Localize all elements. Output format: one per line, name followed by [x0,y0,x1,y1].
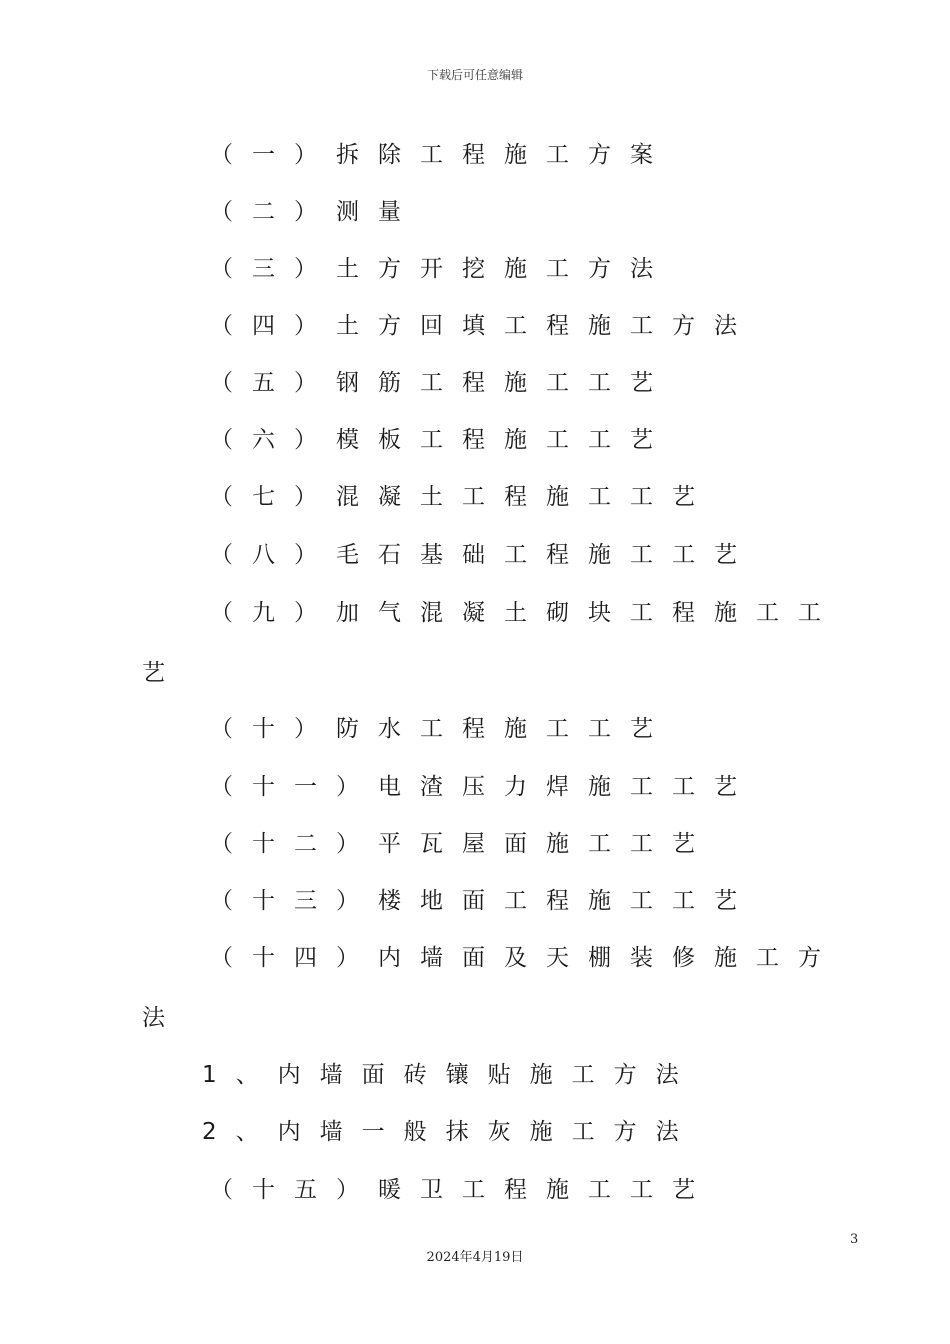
toc-line-14-continued: 法 [142,1005,184,1031]
page-header: 下载后可任意编辑 [426,68,523,82]
toc-line-7: （七）混凝土工程施工工艺 [210,484,714,510]
toc-line-12: （十二）平瓦屋面施工工艺 [210,831,714,857]
page-number: 3 [850,1232,859,1247]
toc-subline-1: 1、内墙面砖镶贴施工方法 [202,1062,698,1088]
toc-line-8: （八）毛石基础工程施工工艺 [210,542,756,568]
toc-line-9-continued: 艺 [142,660,184,686]
toc-line-2: （二）测量 [210,199,420,225]
page-footer-date: 2024年4月19日 [426,1250,524,1265]
toc-line-5: （五）钢筋工程施工工艺 [210,370,672,396]
toc-line-10: （十）防水工程施工工艺 [210,716,672,742]
toc-line-3: （三）土方开挖施工方法 [210,256,672,282]
toc-line-15: （十五）暖卫工程施工工艺 [210,1177,714,1203]
toc-line-11: （十一）电渣压力焊施工工艺 [210,774,756,800]
toc-line-14: （十四）内墙面及天棚装修施工方 [210,945,840,971]
toc-line-1: （一）拆除工程施工方案 [210,142,672,168]
toc-line-13: （十三）楼地面工程施工工艺 [210,888,756,914]
toc-line-4: （四）土方回填工程施工方法 [210,313,756,339]
toc-line-9: （九）加气混凝土砌块工程施工工 [210,600,840,626]
toc-subline-2: 2、内墙一般抹灰施工方法 [202,1119,698,1145]
toc-line-6: （六）模板工程施工工艺 [210,427,672,453]
